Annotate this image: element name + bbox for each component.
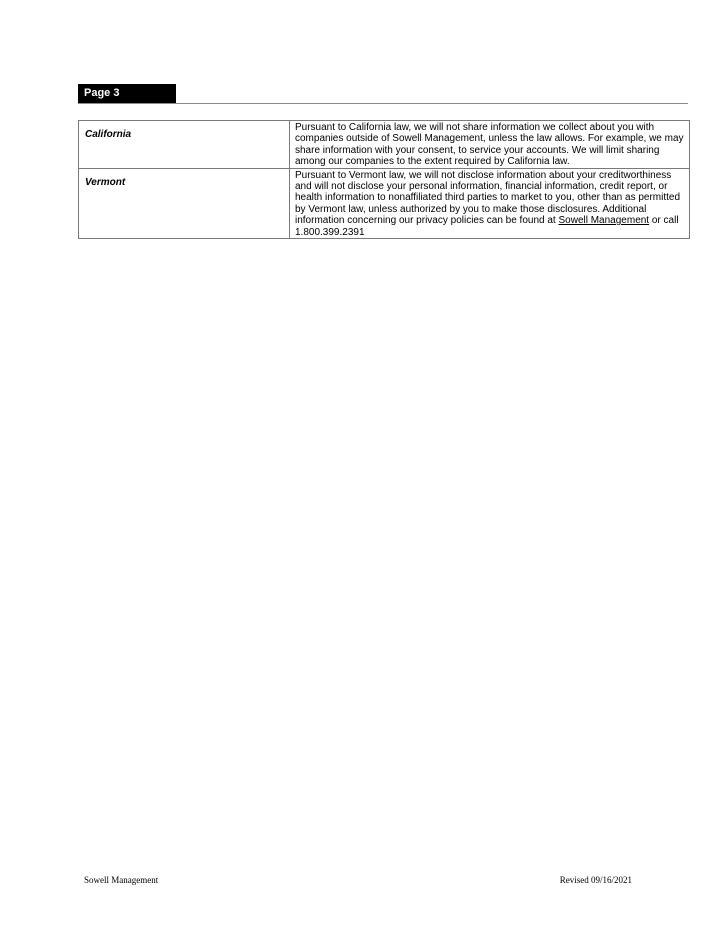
state-notice-vermont (290, 168, 690, 238)
state-name-vermont: Vermont (79, 168, 290, 238)
page-number-label: Page 3 (78, 84, 176, 103)
state-notice-california: Pursuant to California law, we will not share information we collect about you with companies outside of Sowell Management, unless the law allows. For example, we may share information with your consent, to service your accounts. We will limit sharing among our companies to the extent required by California law. (290, 121, 690, 169)
header-divider (78, 103, 688, 104)
sowell-management-link[interactable]: Sowell Management (558, 215, 650, 227)
vermont-notice-text: Pursuant to Vermont law, we will not disclose information about your creditworthiness and will not disclose your personal information, financial information, credit report, or health information to nonaffiliated third parties to market to you, other than as permitted by Vermont law, unless authorized by you to make those disclosures. Additional information concerning our privacy policies can be found at (295, 169, 681, 227)
footer-revision-date: Revised 09/16/2021 (559, 875, 632, 885)
state-privacy-table (78, 120, 690, 239)
state-name-california: California (79, 121, 290, 169)
table-row-vermont (79, 168, 690, 238)
footer-company-name: Sowell Management (84, 875, 159, 885)
vermont-contact-text: or call 1.800.399.2391 (295, 215, 679, 238)
table-row-california (79, 121, 690, 169)
